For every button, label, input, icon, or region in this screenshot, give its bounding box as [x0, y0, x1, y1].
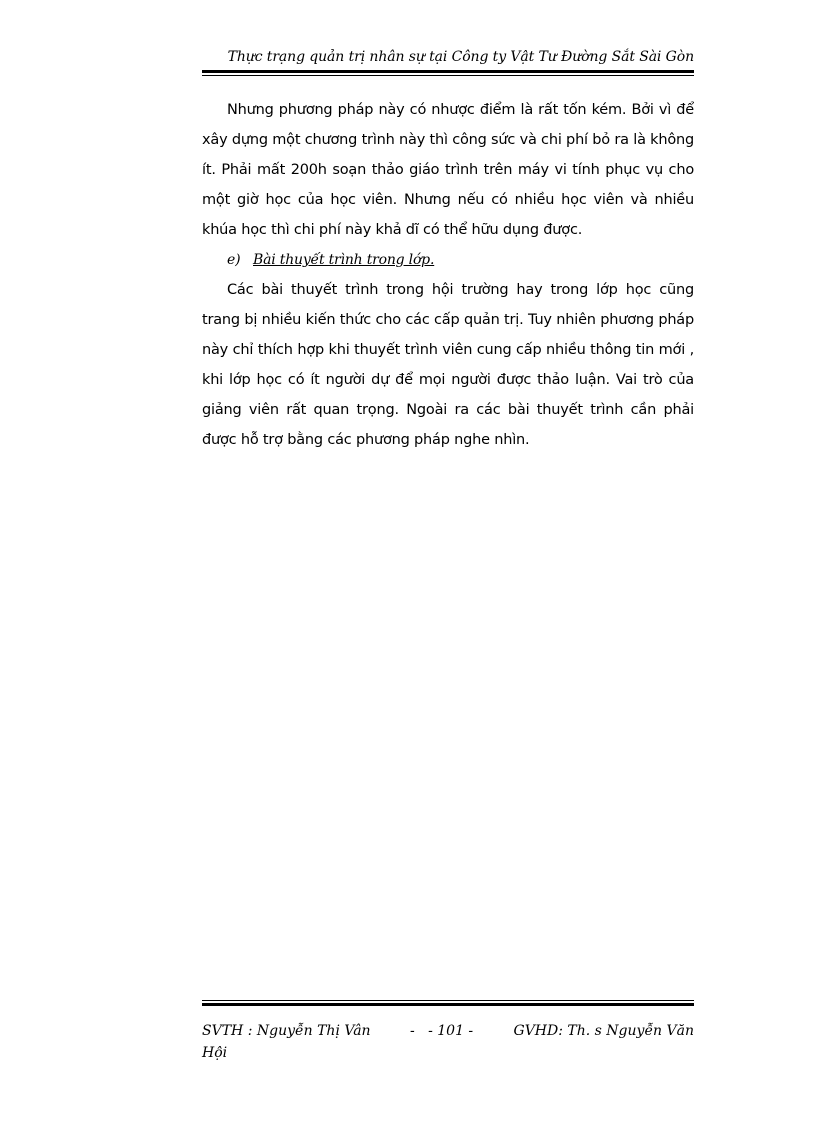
paragraph: Các bài thuyết trình trong hội trường hay trong lớp học cũng trang bị nhiều kiến thức cho các cấp quản trị. Tuy nhiên phương pháp này chỉ thích hợp khi thuyết trình viên cung cấp nhiều thông tin mới , khi lớp học có ít người dự để mọi người được thảo luận. Vai trò của giảng viên rất quan trọng. Ngoài ra các bài thuyết trình cần phải được hỗ trợ bằng các phương pháp nghe nhìn.	[202, 282, 694, 448]
footer-advisor: GVHD: Th. s Nguyễn Văn	[513, 1023, 694, 1039]
section-heading	[202, 245, 694, 275]
header-rule-thin	[202, 75, 694, 76]
footer-student: SVTH : Nguyễn Thị Vân Hội	[202, 1023, 371, 1061]
body-content	[202, 95, 694, 455]
header-rule-thick	[202, 70, 694, 73]
footer-page-number: - - 101 -	[410, 1023, 474, 1039]
section-marker: e)	[227, 252, 241, 268]
section-title: Bài thuyết trình trong lớp.	[253, 252, 435, 268]
footer-rule-thick	[202, 1003, 694, 1006]
running-header-title: Thực trạng quản trị nhân sự tại Công ty Vật Tư Đường Sắt Sài Gòn	[227, 49, 694, 65]
paragraph: Nhưng phương pháp này có nhược điểm là rất tốn kém. Bởi vì để xây dựng một chương trình này thì công sức và chi phí bỏ ra là không ít. Phải mất 200h soạn thảo giáo trình trên máy vi tính phục vụ cho một giờ học của học viên. Nhưng nếu có nhiều học viên và nhiều khúa học thì chi phí này khả dĩ có thể hữu dụng được.	[202, 102, 695, 238]
footer-rule-thin	[202, 1000, 694, 1001]
